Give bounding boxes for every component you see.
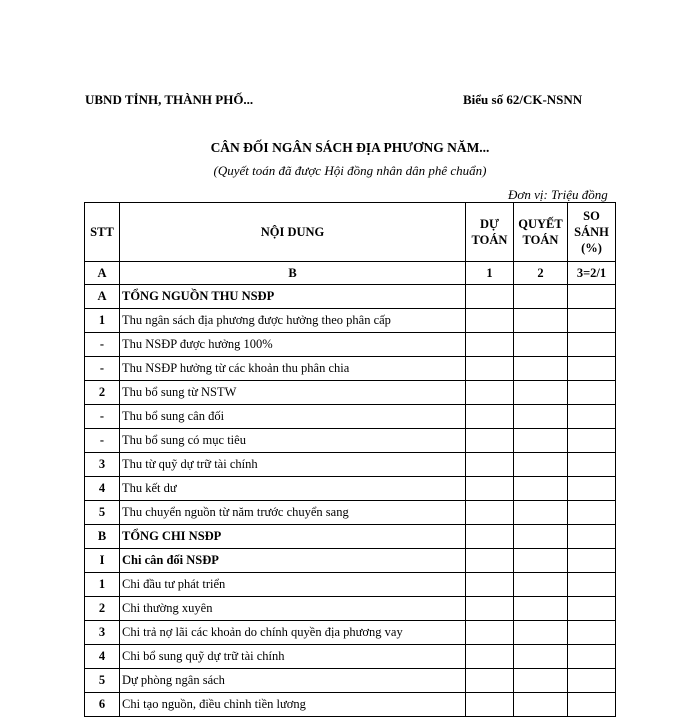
row-compare-cell — [568, 477, 616, 501]
row-stt: 2 — [85, 381, 120, 405]
header-compare-line3: (%) — [581, 241, 602, 255]
row-estimate-cell — [466, 285, 514, 309]
table-row — [85, 597, 616, 621]
document-subtitle: (Quyết toán đã được Hội đồng nhân dân phê chuẩn) — [213, 163, 487, 178]
header-compare-line1: SO — [583, 209, 600, 223]
row-compare-cell — [568, 333, 616, 357]
row-content: Chi trả nợ lãi các khoản do chính quyền địa phương vay — [120, 621, 466, 645]
table-row — [85, 405, 616, 429]
row-stt: 2 — [85, 597, 120, 621]
row-content: Thu bổ sung cân đối — [120, 405, 466, 429]
table-row — [85, 573, 616, 597]
row-compare-cell — [568, 429, 616, 453]
header-settlement-line2: TOÁN — [522, 233, 559, 247]
row-settlement-cell — [514, 597, 568, 621]
table-row — [85, 501, 616, 525]
row-content: Thu từ quỹ dự trữ tài chính — [120, 453, 466, 477]
row-estimate-cell — [466, 669, 514, 693]
column-letter: B — [120, 262, 466, 285]
row-compare-cell — [568, 501, 616, 525]
row-settlement-cell — [514, 285, 568, 309]
row-estimate-cell — [466, 525, 514, 549]
agency-header: UBND TỈNH, THÀNH PHỐ... — [85, 92, 254, 107]
row-stt: 5 — [85, 501, 120, 525]
row-stt: - — [85, 429, 120, 453]
row-stt: - — [85, 357, 120, 381]
table-header-row — [85, 203, 616, 262]
row-content: Thu kết dư — [120, 477, 466, 501]
table-row — [85, 429, 616, 453]
row-estimate-cell — [466, 549, 514, 573]
row-compare-cell — [568, 573, 616, 597]
row-settlement-cell — [514, 549, 568, 573]
table-row — [85, 309, 616, 333]
column-letter: A — [85, 262, 120, 285]
row-compare-cell — [568, 285, 616, 309]
header-compare — [568, 203, 616, 262]
header-stt: STT — [85, 203, 120, 262]
row-settlement-cell — [514, 405, 568, 429]
row-compare-cell — [568, 621, 616, 645]
row-estimate-cell — [466, 621, 514, 645]
row-content: Chi bổ sung quỹ dự trữ tài chính — [120, 645, 466, 669]
row-settlement-cell — [514, 645, 568, 669]
row-estimate-cell — [466, 357, 514, 381]
header-estimate-line1: DỰ — [480, 217, 499, 231]
row-stt: 6 — [85, 693, 120, 717]
row-stt: A — [85, 285, 120, 309]
row-settlement-cell — [514, 501, 568, 525]
header-estimate-line2: TOÁN — [471, 233, 508, 247]
row-compare-cell — [568, 357, 616, 381]
column-letter-row — [85, 262, 616, 285]
header-settlement-line1: QUYẾT — [518, 217, 563, 231]
row-estimate-cell — [466, 453, 514, 477]
column-letter: 3=2/1 — [568, 262, 616, 285]
row-content: Chi thường xuyên — [120, 597, 466, 621]
row-stt: 4 — [85, 477, 120, 501]
document-title: CÂN ĐỐI NGÂN SÁCH ĐỊA PHƯƠNG NĂM... — [210, 140, 490, 155]
row-stt: B — [85, 525, 120, 549]
row-content: Thu ngân sách địa phương được hưởng theo phân cấp — [120, 309, 466, 333]
row-compare-cell — [568, 597, 616, 621]
row-settlement-cell — [514, 381, 568, 405]
row-stt: I — [85, 549, 120, 573]
column-letter: 1 — [466, 262, 514, 285]
row-compare-cell — [568, 549, 616, 573]
row-stt: 4 — [85, 645, 120, 669]
row-compare-cell — [568, 453, 616, 477]
row-content: Thu NSĐP được hưởng 100% — [120, 333, 466, 357]
row-content: Dự phòng ngân sách — [120, 669, 466, 693]
row-settlement-cell — [514, 453, 568, 477]
row-compare-cell — [568, 669, 616, 693]
row-compare-cell — [568, 405, 616, 429]
row-compare-cell — [568, 309, 616, 333]
table-row — [85, 549, 616, 573]
row-stt: - — [85, 333, 120, 357]
row-estimate-cell — [466, 429, 514, 453]
row-estimate-cell — [466, 309, 514, 333]
unit-label: Đơn vị: Triệu đồng — [508, 187, 608, 202]
row-stt: - — [85, 405, 120, 429]
row-content: Thu chuyển nguồn từ năm trước chuyển sang — [120, 501, 466, 525]
row-estimate-cell — [466, 597, 514, 621]
row-stt: 3 — [85, 621, 120, 645]
row-content: Thu NSĐP hưởng từ các khoản thu phân chia — [120, 357, 466, 381]
table-row — [85, 621, 616, 645]
table-row — [85, 357, 616, 381]
row-settlement-cell — [514, 573, 568, 597]
row-estimate-cell — [466, 573, 514, 597]
row-content: Chi cân đối NSĐP — [120, 549, 466, 573]
table-row — [85, 333, 616, 357]
row-compare-cell — [568, 693, 616, 717]
header-content: NỘI DUNG — [120, 203, 466, 262]
table-row — [85, 381, 616, 405]
header-compare-line2: SÁNH — [574, 225, 609, 239]
row-compare-cell — [568, 525, 616, 549]
row-compare-cell — [568, 645, 616, 669]
row-settlement-cell — [514, 429, 568, 453]
row-settlement-cell — [514, 621, 568, 645]
row-content: TỔNG NGUỒN THU NSĐP — [120, 285, 466, 309]
row-settlement-cell — [514, 669, 568, 693]
table-row — [85, 693, 616, 717]
form-number: Biểu số 62/CK-NSNN — [463, 92, 583, 107]
row-settlement-cell — [514, 333, 568, 357]
table-row — [85, 453, 616, 477]
table-row — [85, 669, 616, 693]
row-estimate-cell — [466, 405, 514, 429]
row-settlement-cell — [514, 693, 568, 717]
row-settlement-cell — [514, 309, 568, 333]
row-stt: 3 — [85, 453, 120, 477]
row-settlement-cell — [514, 357, 568, 381]
table-row — [85, 477, 616, 501]
row-content: Thu bổ sung có mục tiêu — [120, 429, 466, 453]
row-settlement-cell — [514, 525, 568, 549]
row-stt: 1 — [85, 573, 120, 597]
row-content: Chi đầu tư phát triển — [120, 573, 466, 597]
table-row — [85, 285, 616, 309]
row-estimate-cell — [466, 381, 514, 405]
table-row — [85, 525, 616, 549]
header-estimate — [466, 203, 514, 262]
row-content: Thu bổ sung từ NSTW — [120, 381, 466, 405]
table-row — [85, 645, 616, 669]
row-estimate-cell — [466, 645, 514, 669]
row-estimate-cell — [466, 693, 514, 717]
header-settlement — [514, 203, 568, 262]
row-estimate-cell — [466, 477, 514, 501]
row-estimate-cell — [466, 501, 514, 525]
row-content: TỔNG CHI NSĐP — [120, 525, 466, 549]
column-letter: 2 — [514, 262, 568, 285]
budget-table — [84, 202, 616, 717]
row-stt: 5 — [85, 669, 120, 693]
table-body — [85, 285, 616, 717]
row-content: Chi tạo nguồn, điều chỉnh tiền lương — [120, 693, 466, 717]
row-compare-cell — [568, 381, 616, 405]
row-stt: 1 — [85, 309, 120, 333]
row-settlement-cell — [514, 477, 568, 501]
row-estimate-cell — [466, 333, 514, 357]
